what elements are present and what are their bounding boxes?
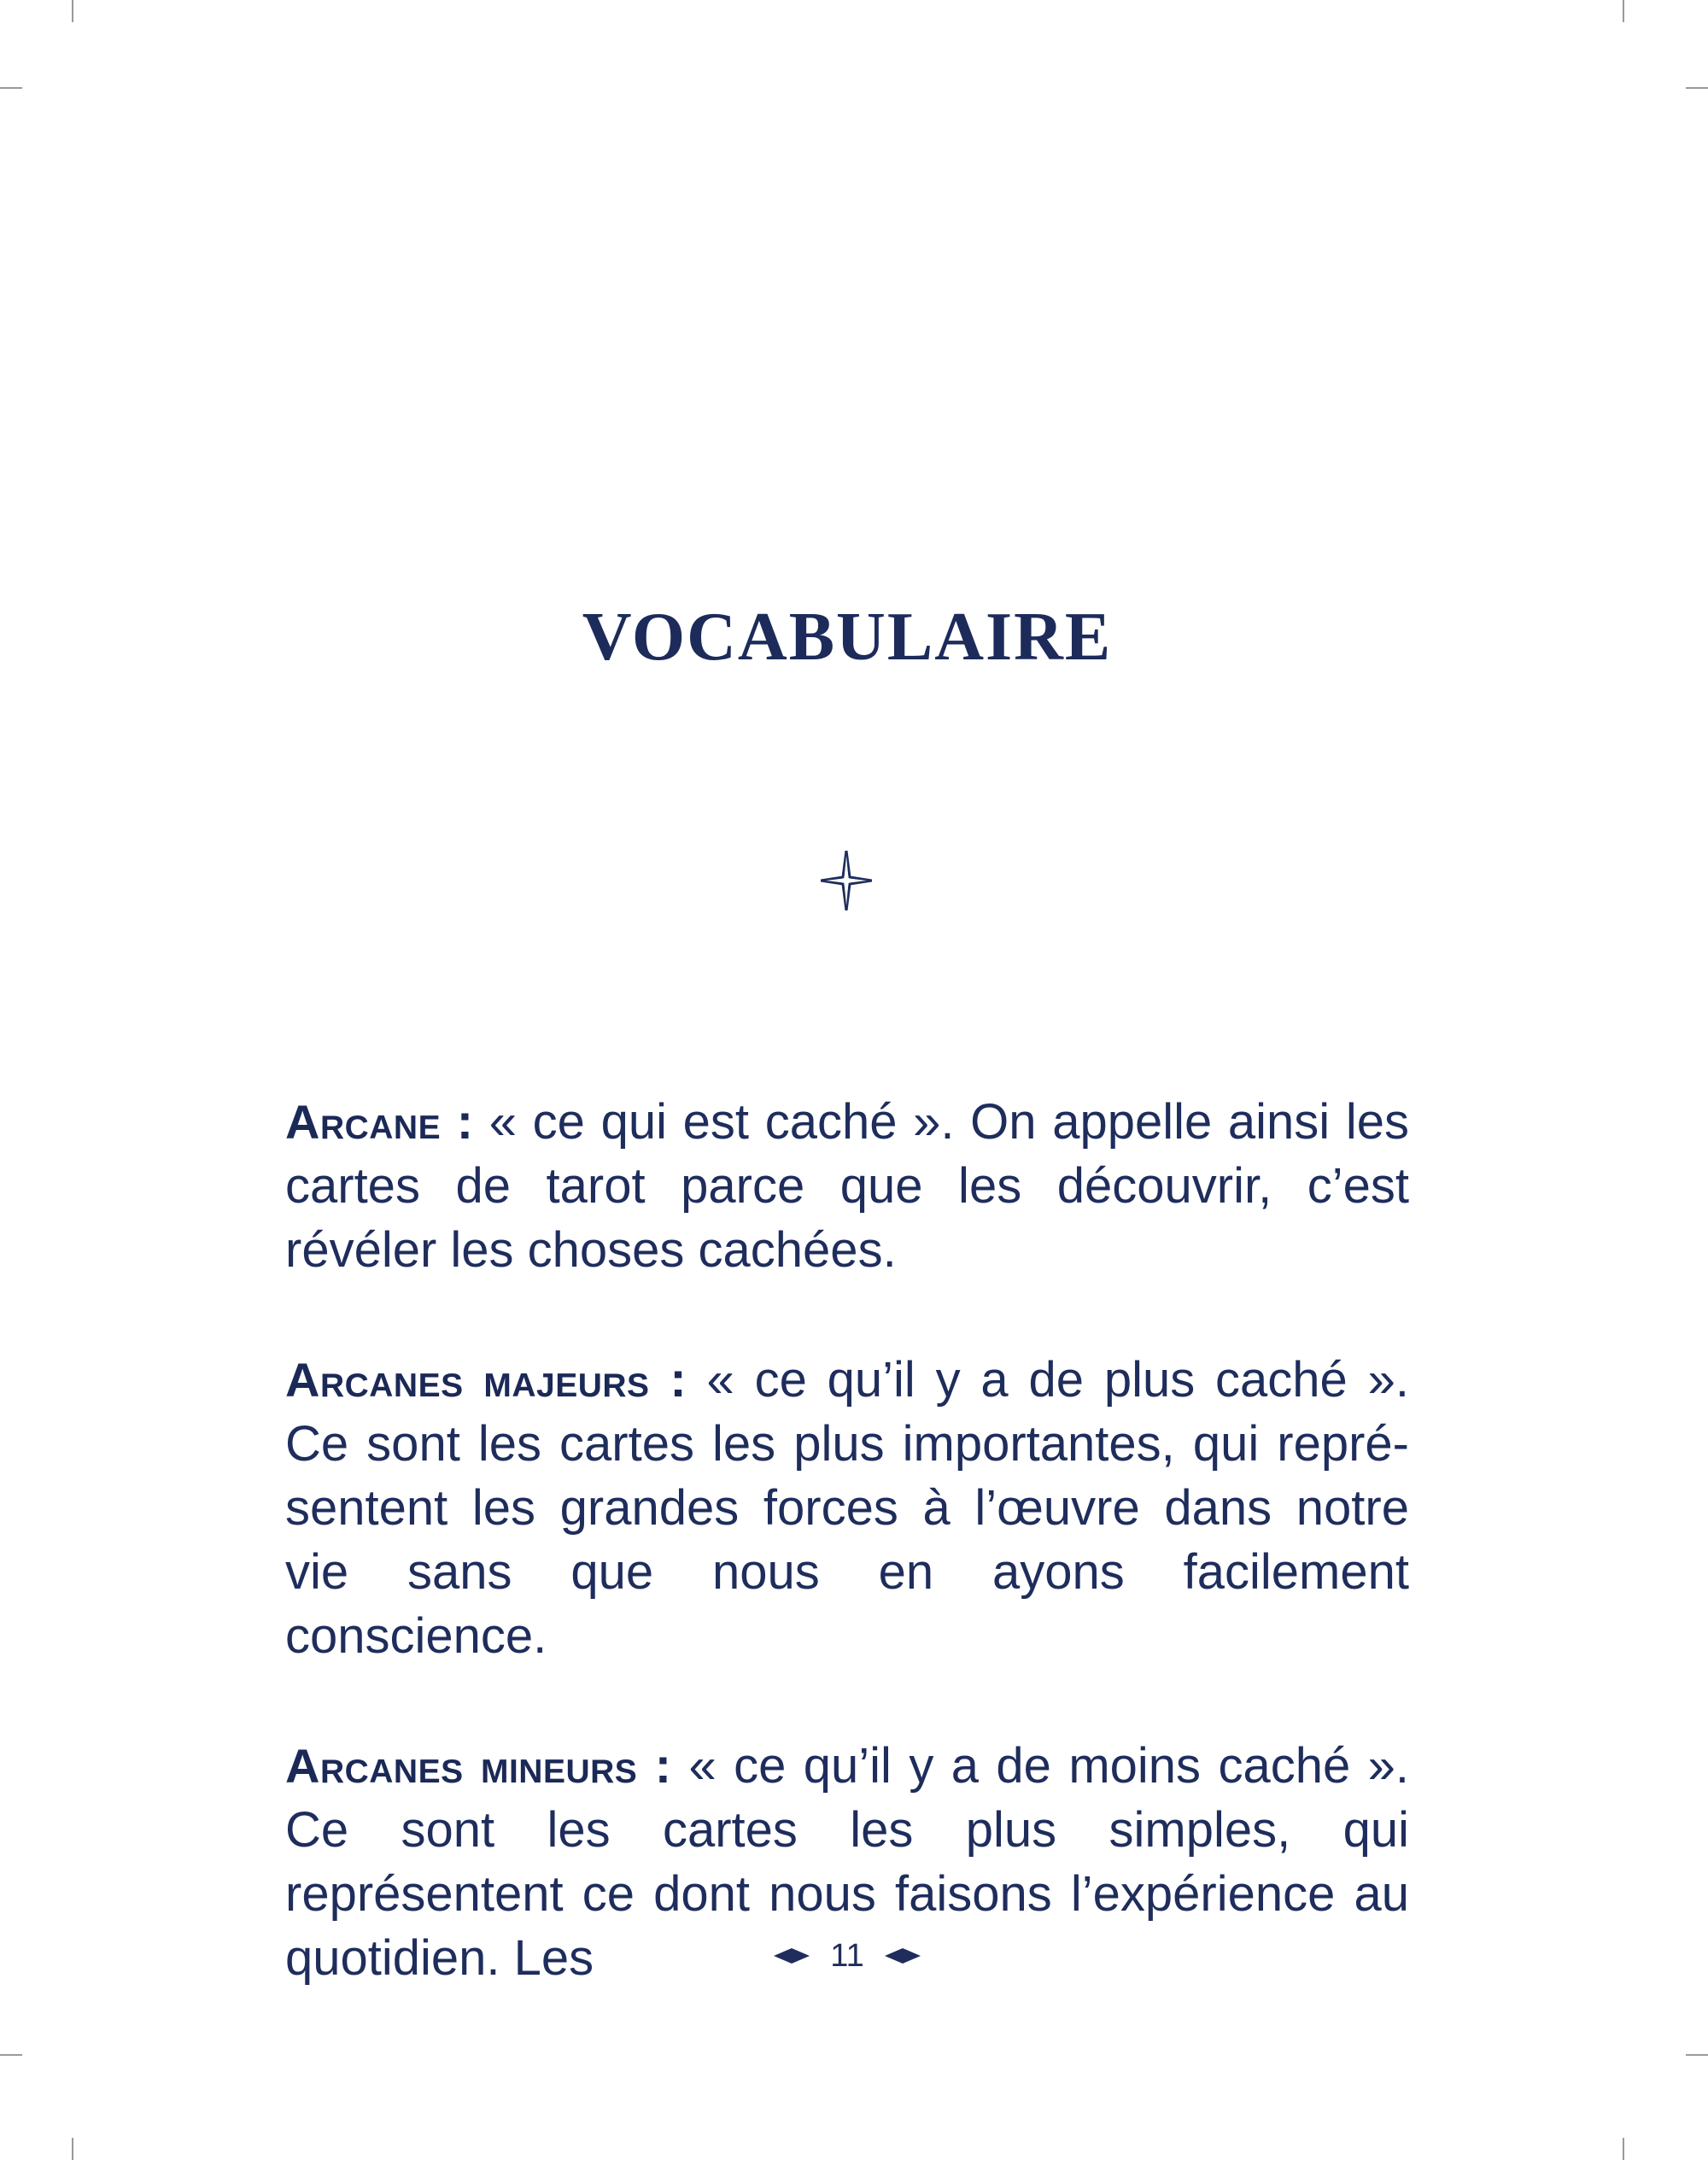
entry-definition: « ce qu’il y a de plus caché ». Ce sont les cartes les plus importantes, qui représentent les grandes forces à l’œuvre dans notre vie sans que nous en ayons facilement conscience. bbox=[285, 1352, 1409, 1664]
crop-mark-left-bottom bbox=[0, 2054, 22, 2056]
diamond-ornament-icon bbox=[774, 1948, 810, 1964]
page-number: 11 bbox=[830, 1938, 864, 1974]
entry-term: Arcane bbox=[285, 1095, 442, 1149]
crop-mark-left-top bbox=[0, 87, 22, 89]
crop-mark-right-top bbox=[1686, 87, 1708, 89]
entry-term: Arcanes majeurs bbox=[285, 1353, 650, 1407]
entry-separator: : bbox=[441, 1094, 489, 1150]
page-title: VOCABULAIRE bbox=[582, 599, 1113, 675]
crop-mark-right-bottom bbox=[1686, 2054, 1708, 2056]
entry-definition: « ce qu’il y a de moins caché ». Ce sont les cartes les plus simples, qui représentent ce dont nous faisons l’expérience au quotidien. Les bbox=[285, 1738, 1409, 1986]
page-footer bbox=[0, 1935, 1694, 1976]
diamond-ornament-icon bbox=[885, 1948, 921, 1964]
entry-definition: « ce qui est caché ». On appelle ainsi les cartes de tarot parce que les découvrir, c’est révéler les choses cachées. bbox=[285, 1094, 1409, 1278]
crop-mark-top-right bbox=[1623, 0, 1624, 22]
four-point-star-icon bbox=[821, 851, 872, 910]
vocabulary-list bbox=[285, 1090, 1409, 2056]
crop-mark-top-left bbox=[72, 0, 73, 22]
vocabulary-entry-arcanes-majeurs bbox=[285, 1348, 1409, 1668]
entry-term: Arcanes mineurs bbox=[285, 1739, 638, 1793]
vocabulary-entry-arcane bbox=[285, 1090, 1409, 1282]
entry-separator: : bbox=[649, 1352, 707, 1408]
entry-separator: : bbox=[637, 1738, 689, 1794]
crop-mark-bottom-right bbox=[1623, 2138, 1624, 2160]
crop-mark-bottom-left bbox=[72, 2138, 73, 2160]
